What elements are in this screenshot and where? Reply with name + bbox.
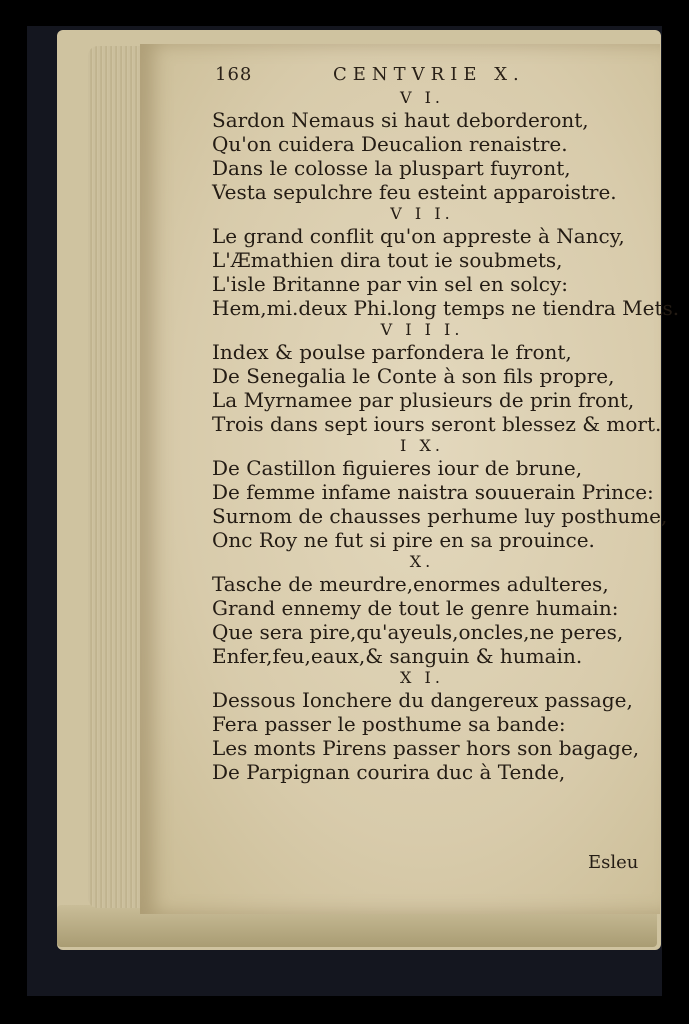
- stanza-numeral: V I I I.: [380, 320, 464, 339]
- verse-line: Qu'on cuidera Deucalion renaistre.: [212, 132, 568, 156]
- verse-line: Index & poulse parfondera le front,: [212, 340, 572, 364]
- stanza: [212, 320, 662, 436]
- stanza: [212, 668, 652, 784]
- stanza-numeral: V I I.: [390, 204, 454, 223]
- verse-line: Fera passer le posthume sa bande:: [212, 712, 566, 736]
- stanza-numeral: X I.: [400, 668, 444, 687]
- stanza: [212, 552, 652, 668]
- verse-line: Le grand conflit qu'on appreste à Nancy,: [212, 224, 625, 248]
- catchword: Esleu: [588, 852, 639, 873]
- verse-line: Grand ennemy de tout le genre humain:: [212, 596, 619, 620]
- stanza-numeral: V I.: [399, 88, 445, 107]
- verse-line: Hem,mi.deux Phi.long temps ne tiendra Mets.: [212, 296, 680, 320]
- verse-line: Enfer,feu,eaux,& sanguin & humain.: [212, 644, 583, 668]
- stanza: [212, 88, 652, 204]
- verse-line: De Castillon figuieres iour de brune,: [212, 456, 583, 480]
- verse-line: De femme infame naistra souuerain Prince:: [212, 480, 654, 504]
- stanza-numeral: X.: [409, 552, 435, 571]
- verse-line: Que sera pire,qu'ayeuls,oncles,ne peres,: [212, 620, 624, 644]
- stanza-numeral: I X.: [400, 436, 444, 455]
- verse-line: Dessous Ionchere du dangereux passage,: [212, 688, 633, 712]
- verse-line: Surnom de chausses perhume luy posthume,: [212, 504, 668, 528]
- verse-line: Dans le colosse la pluspart fuyront,: [212, 156, 571, 180]
- verse-line: De Parpignan courira duc à Tende,: [212, 760, 566, 784]
- page-header: [215, 64, 545, 90]
- verse-line: Tasche de meurdre,enormes adulteres,: [212, 572, 609, 596]
- verse-line: Trois dans sept iours seront blessez & mort.: [212, 412, 662, 436]
- stanza: [212, 436, 668, 552]
- verse-line: Vesta sepulchre feu esteint apparoistre.: [212, 180, 617, 204]
- verse-line: De Senegalia le Conte à son fils propre,: [212, 364, 615, 388]
- page-number: 168: [215, 64, 253, 85]
- verse-line: Onc Roy ne fut si pire en sa prouince.: [212, 528, 595, 552]
- running-title: CENTVRIE X.: [333, 64, 525, 85]
- text-block: [212, 88, 680, 784]
- verse-line: Les monts Pirens passer hors son bagage,: [212, 736, 640, 760]
- verse-line: L'isle Britanne par vin sel en solcy:: [212, 272, 569, 296]
- stanza: [212, 204, 680, 320]
- verse-line: Sardon Nemaus si haut deborderont,: [212, 108, 589, 132]
- verse-line: La Myrnamee par plusieurs de prin front,: [212, 388, 635, 412]
- verse-line: L'Æmathien dira tout ie soubmets,: [212, 248, 563, 272]
